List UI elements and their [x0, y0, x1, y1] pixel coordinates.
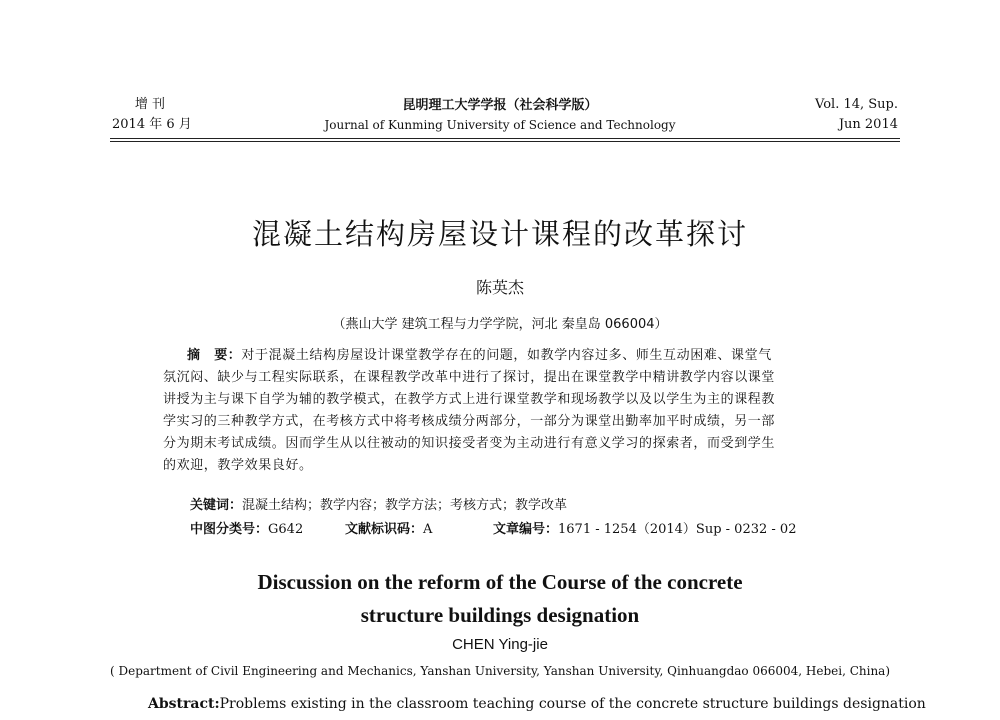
header-rule-bottom: [110, 141, 900, 142]
article-no-value: 1671 - 1254（2014）Sup - 0232 - 02: [558, 522, 797, 537]
keywords-label: 关键词：: [190, 497, 243, 512]
affiliation-en: ( Department of Civil Engineering and Mechanics, Yanshan University, Yanshan University, Qinhuangdao 066004, Hebei, China): [109, 664, 891, 678]
article-title-cn: 混凝土结构房屋设计课程的改革探讨: [251, 217, 748, 251]
abstract-label: 摘 要：: [187, 348, 242, 363]
issue-date: 2014 年 6 月: [112, 117, 192, 132]
journal-title-en: Journal of Kunming University of Science and Technology: [324, 118, 676, 132]
abstract-line-4: 学实习的三种教学方式，在考核方式中将考核成绩分两部分，一部分为课堂出勤率加平时成绩，另一部: [163, 414, 776, 429]
author-cn: 陈英杰: [475, 278, 524, 297]
keywords-row: [190, 495, 567, 516]
header-rule-top: [110, 138, 900, 139]
clc-label: 中图分类号：: [190, 521, 269, 536]
keywords-value: 混凝土结构；教学内容；教学方法；考核方式；教学改革: [242, 498, 568, 513]
doc-code-row: [345, 519, 432, 540]
clc-value: G642: [268, 522, 304, 537]
abstract-line-5: 分为期末考试成绩。因而学生从以往被动的知识接受者变为主动进行有意义学习的探索者，而受到学生: [163, 436, 776, 451]
abstract-line-1: 对于混凝土结构房屋设计课堂教学存在的问题，如教学内容过多、师生互动困难、课堂气: [241, 348, 772, 363]
abstract-en: [148, 696, 926, 712]
doc-code-label: 文献标识码：: [345, 521, 424, 536]
volume-date: Jun 2014: [838, 117, 898, 132]
doc-code-value: A: [423, 522, 433, 537]
abstract-en-text: Problems existing in the classroom teaching course of the concrete structure buildings designation: [219, 696, 926, 712]
journal-title-cn: 昆明理工大学学报（社会科学版）: [402, 97, 598, 112]
article-title-en-line1: Discussion on the reform of the Course of the concrete: [257, 570, 743, 594]
abstract-en-label: Abstract:: [148, 696, 220, 712]
author-en: CHEN Ying-jie: [452, 636, 548, 653]
affiliation-cn: （燕山大学 建筑工程与力学学院，河北 秦皇岛 066004）: [332, 317, 668, 332]
abstract-line-3: 讲授为主与课下自学为辅的教学模式，在教学方式上进行课堂教学和现场教学以及以学生为主的课程教: [163, 392, 776, 407]
article-no-row: [493, 519, 796, 540]
issue-label: 增 刊: [134, 97, 166, 112]
abstract-line-2: 氛沉闷、缺少与工程实际联系，在课程教学改革中进行了探讨，提出在课堂教学中精讲教学内容以课堂: [163, 370, 776, 385]
article-title-en-line2: structure buildings designation: [360, 603, 640, 627]
article-no-label: 文章编号：: [493, 521, 559, 536]
volume-info: Vol. 14, Sup.: [815, 97, 898, 112]
abstract-line-6: 的欢迎，教学效果良好。: [163, 458, 313, 473]
clc-row: [190, 519, 303, 540]
